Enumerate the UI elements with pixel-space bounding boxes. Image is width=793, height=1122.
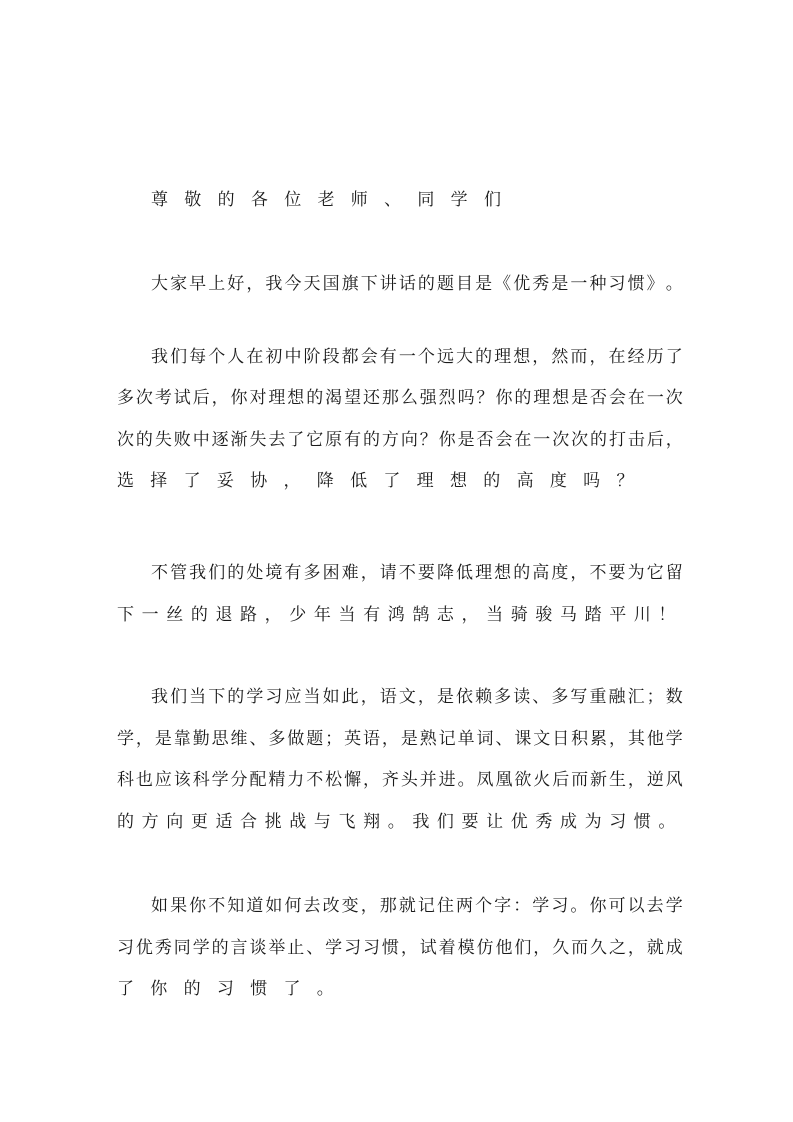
paragraph-line: 我 们 每 个 人 在 初 中 阶 段 都 会 有 一 个 远 大 的 理 想 ， 然 而 ， 在 经 历 了 <box>151 347 683 367</box>
paragraph-line: 选 择 了 妥 协 ， 降 低 了 理 想 的 高 度 吗 ？ <box>117 471 634 491</box>
paragraph-line: 次 的 失 败 中 逐 渐 失 去 了 它 原 有 的 方 向 ？ 你 是 否 会 在 一 次 次 的 打 击 后 ， <box>117 430 683 450</box>
paragraph-line: 科 也 应 该 科 学 分 配 精 力 不 松 懈 ， 齐 头 并 进 。 凤 凰 欲 火 后 而 新 生 ， 逆 风 <box>117 770 683 790</box>
paragraph-line: 学 ， 是 靠 勤 思 维 、 多 做 题 ； 英 语 ， 是 熟 记 单 词 、 课 文 日 积 累 ， 其 他 学 <box>117 729 683 749</box>
paragraph-line: 习 优 秀 同 学 的 言 谈 举 止 、 学 习 习 惯 ， 试 着 模 仿 他 们 ， 久 而 久 之 ， 就 成 <box>117 938 683 958</box>
paragraph-line: 了 你 的 习 惯 了 。 <box>117 979 334 999</box>
paragraph-line: 的 方 向 更 适 合 挑 战 与 飞 翔 。 我 们 要 让 优 秀 成 为 习 惯 。 <box>117 812 676 832</box>
paragraph-line: 大 家 早 上 好 ， 我 今 天 国 旗 下 讲 话 的 题 目 是 《 优 秀 是 一 种 习 惯 》 。 <box>151 274 683 294</box>
paragraph-line: 我 们 当 下 的 学 习 应 当 如 此 ， 语 文 ， 是 依 赖 多 读 、 多 写 重 融 汇 ； 数 <box>151 687 683 707</box>
paragraph-line: 下 一 丝 的 退 路 ， 少 年 当 有 鸿 鹄 志 ， 当 骑 骏 马 踏 平 川 ！ <box>117 605 676 625</box>
paragraph-line: 不 管 我 们 的 处 境 有 多 困 难 ， 请 不 要 降 低 理 想 的 高 度 ， 不 要 为 它 留 <box>151 563 683 583</box>
paragraph-line: 多 次 考 试 后 ， 你 对 理 想 的 渴 望 还 那 么 强 烈 吗 ？ 你 的 理 想 是 否 会 在 一 次 <box>117 388 683 408</box>
salutation: 尊 敬 的 各 位 老 师 、 同 学 们 <box>151 190 501 210</box>
paragraph-line: 如 果 你 不 知 道 如 何 去 改 变 ， 那 就 记 住 两 个 字 ： 学 习 。 你 可 以 去 学 <box>151 896 683 916</box>
